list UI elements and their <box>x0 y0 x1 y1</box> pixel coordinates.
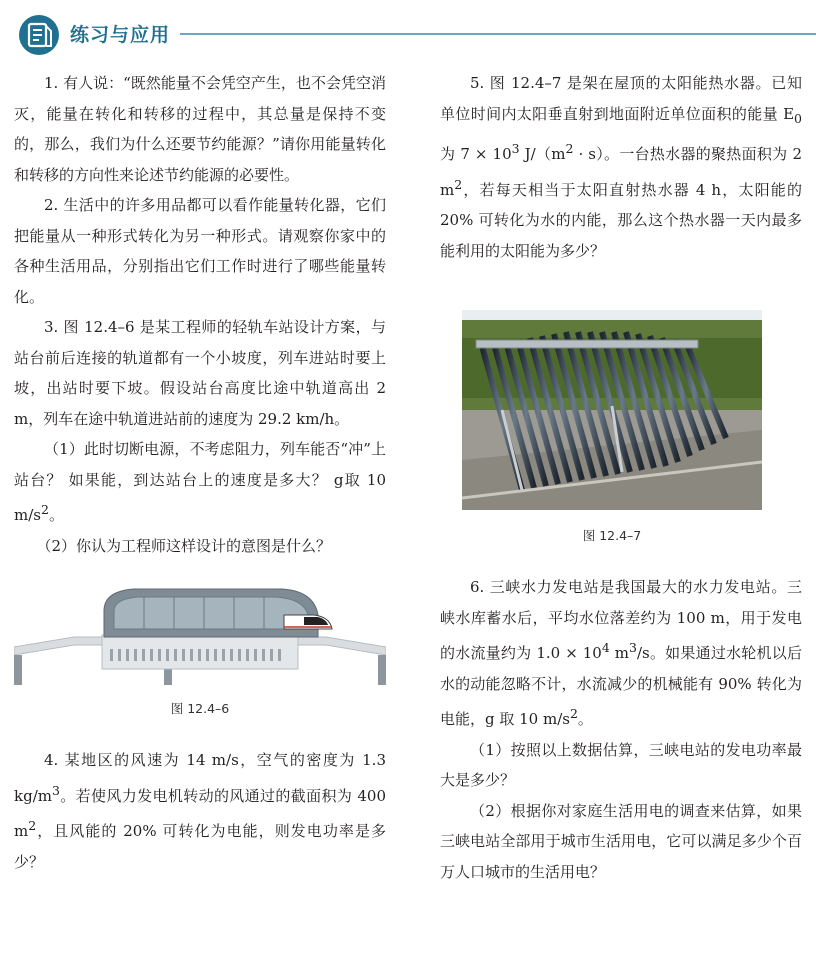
question-2: 2. 生活中的许多用品都可以看作能量转化器，它们把能量从一种形式转化为另一种形式。请观察你家中的各种生活用品，分别指出它们工作时进行了哪些能量转化。 <box>14 196 386 306</box>
q6-exponent-2: 3 <box>629 640 637 655</box>
question-3-part-2: （2）你认为工程师这样设计的意图是什么？ <box>36 536 332 555</box>
light-rail-station-illustration <box>14 575 386 693</box>
q4-exponent-2: 2 <box>28 818 37 833</box>
figure-12-4-6-caption: 图 12.4–6 <box>170 701 230 716</box>
section-title: 练习与应用 <box>70 24 171 46</box>
question-4 <box>14 745 386 877</box>
header-divider <box>180 33 816 35</box>
q5-part-d: · s）。一台热水器的聚热面积为 2 m <box>440 145 802 199</box>
q5-part-c: J/（m <box>519 145 566 163</box>
question-3: 3. 图 12.4–6 是某工程师的轻轨车站设计方案，与站台前后连接的轨道都有一个小坡度，列车进站时要上坡，出站时要下坡。假设站台高度比途中轨道高出 2 m，列车在途中轨道进站前的速度为 29.2 km/h。 <box>14 318 386 428</box>
q6-exponent-1: 4 <box>601 640 610 655</box>
q4-part-b: 。若使风力发电机转动的风通过的截面积为 400 m <box>14 786 386 840</box>
figure-12-4-6 <box>14 575 386 693</box>
q6-exponent-3: 2 <box>569 706 578 721</box>
section-header <box>18 14 816 54</box>
figure-12-4-7-caption: 图 12.4–7 <box>582 528 642 543</box>
q6-part-b: m <box>609 644 630 662</box>
question-1: 1. 有人说：“既然能量不会凭空产生，也不会凭空消灭，能量在转化和转移的过程中，其总量是保持不变的，那么，我们为什么还要节约能源？”请你用能量转化和转移的方向性来论述节约能源的必要性。 <box>14 74 386 184</box>
left-column <box>14 68 386 877</box>
question-3-part-1 <box>14 434 386 531</box>
q5-exponent-3: 2 <box>454 176 463 192</box>
q6-part-d: 。 <box>577 710 593 728</box>
q4-part-c: ，且风能的 20% 可转化为电能，则发电功率是多少？ <box>14 822 386 871</box>
q5-exponent-2: 2 <box>565 141 574 156</box>
question-6-part-2: （2）根据你对家庭生活用电的调查来估算，如果三峡电站全部用于城市生活用电，它可以满足多少个百万人口城市的生活用电？ <box>440 801 802 881</box>
solar-water-heater-photo <box>462 310 762 510</box>
q4-part-a: 4. 某地区的风速为 14 m/s，空气的密度为 1.3 kg/m <box>14 751 386 805</box>
q3-1-end: 。 <box>48 506 64 524</box>
right-column <box>440 68 802 887</box>
q4-exponent-1: 3 <box>51 782 60 798</box>
q5-subscript: 0 <box>794 110 802 126</box>
q5-part-b: 为 7 × 10 <box>440 145 512 163</box>
q3-1-exponent: 2 <box>40 502 49 517</box>
question-6-part-1: （1）按照以上数据估算，三峡电站的发电功率最大是多少？ <box>440 740 802 789</box>
question-6 <box>440 572 802 735</box>
question-5 <box>440 68 802 266</box>
figure-12-4-7 <box>462 310 762 510</box>
q3-1-text: （1）此时切断电源，不考虑阻力，列车能否“冲”上站台？ 如果能，到达站台上的速度是多大？ g取 10 m/s <box>14 440 386 524</box>
q5-exponent-1: 3 <box>511 141 520 156</box>
q5-part-a: 5. 图 12.4–7 是架在屋顶的太阳能热水器。已知单位时间内太阳垂直射到地面附近单位面积的能量 E <box>440 74 802 123</box>
q6-part-a: 6. 三峡水力发电站是我国最大的水力发电站。三峡水库蓄水后，平均水位落差约为 100 m，用于发电的水流量约为 1.0 × 10 <box>440 578 802 662</box>
notebook-icon <box>18 14 60 56</box>
q5-part-e: ，若每天相当于太阳直射热水器 4 h，太阳能的 20% 可转化为水的内能，那么这个热水器一天内最多能利用的太阳能为多少？ <box>440 180 802 260</box>
q6-part-c: /s。如果通过水轮机以后水的动能忽略不计，水流减少的机械能有 90% 转化为电能，g 取 10 m/s <box>440 644 802 728</box>
